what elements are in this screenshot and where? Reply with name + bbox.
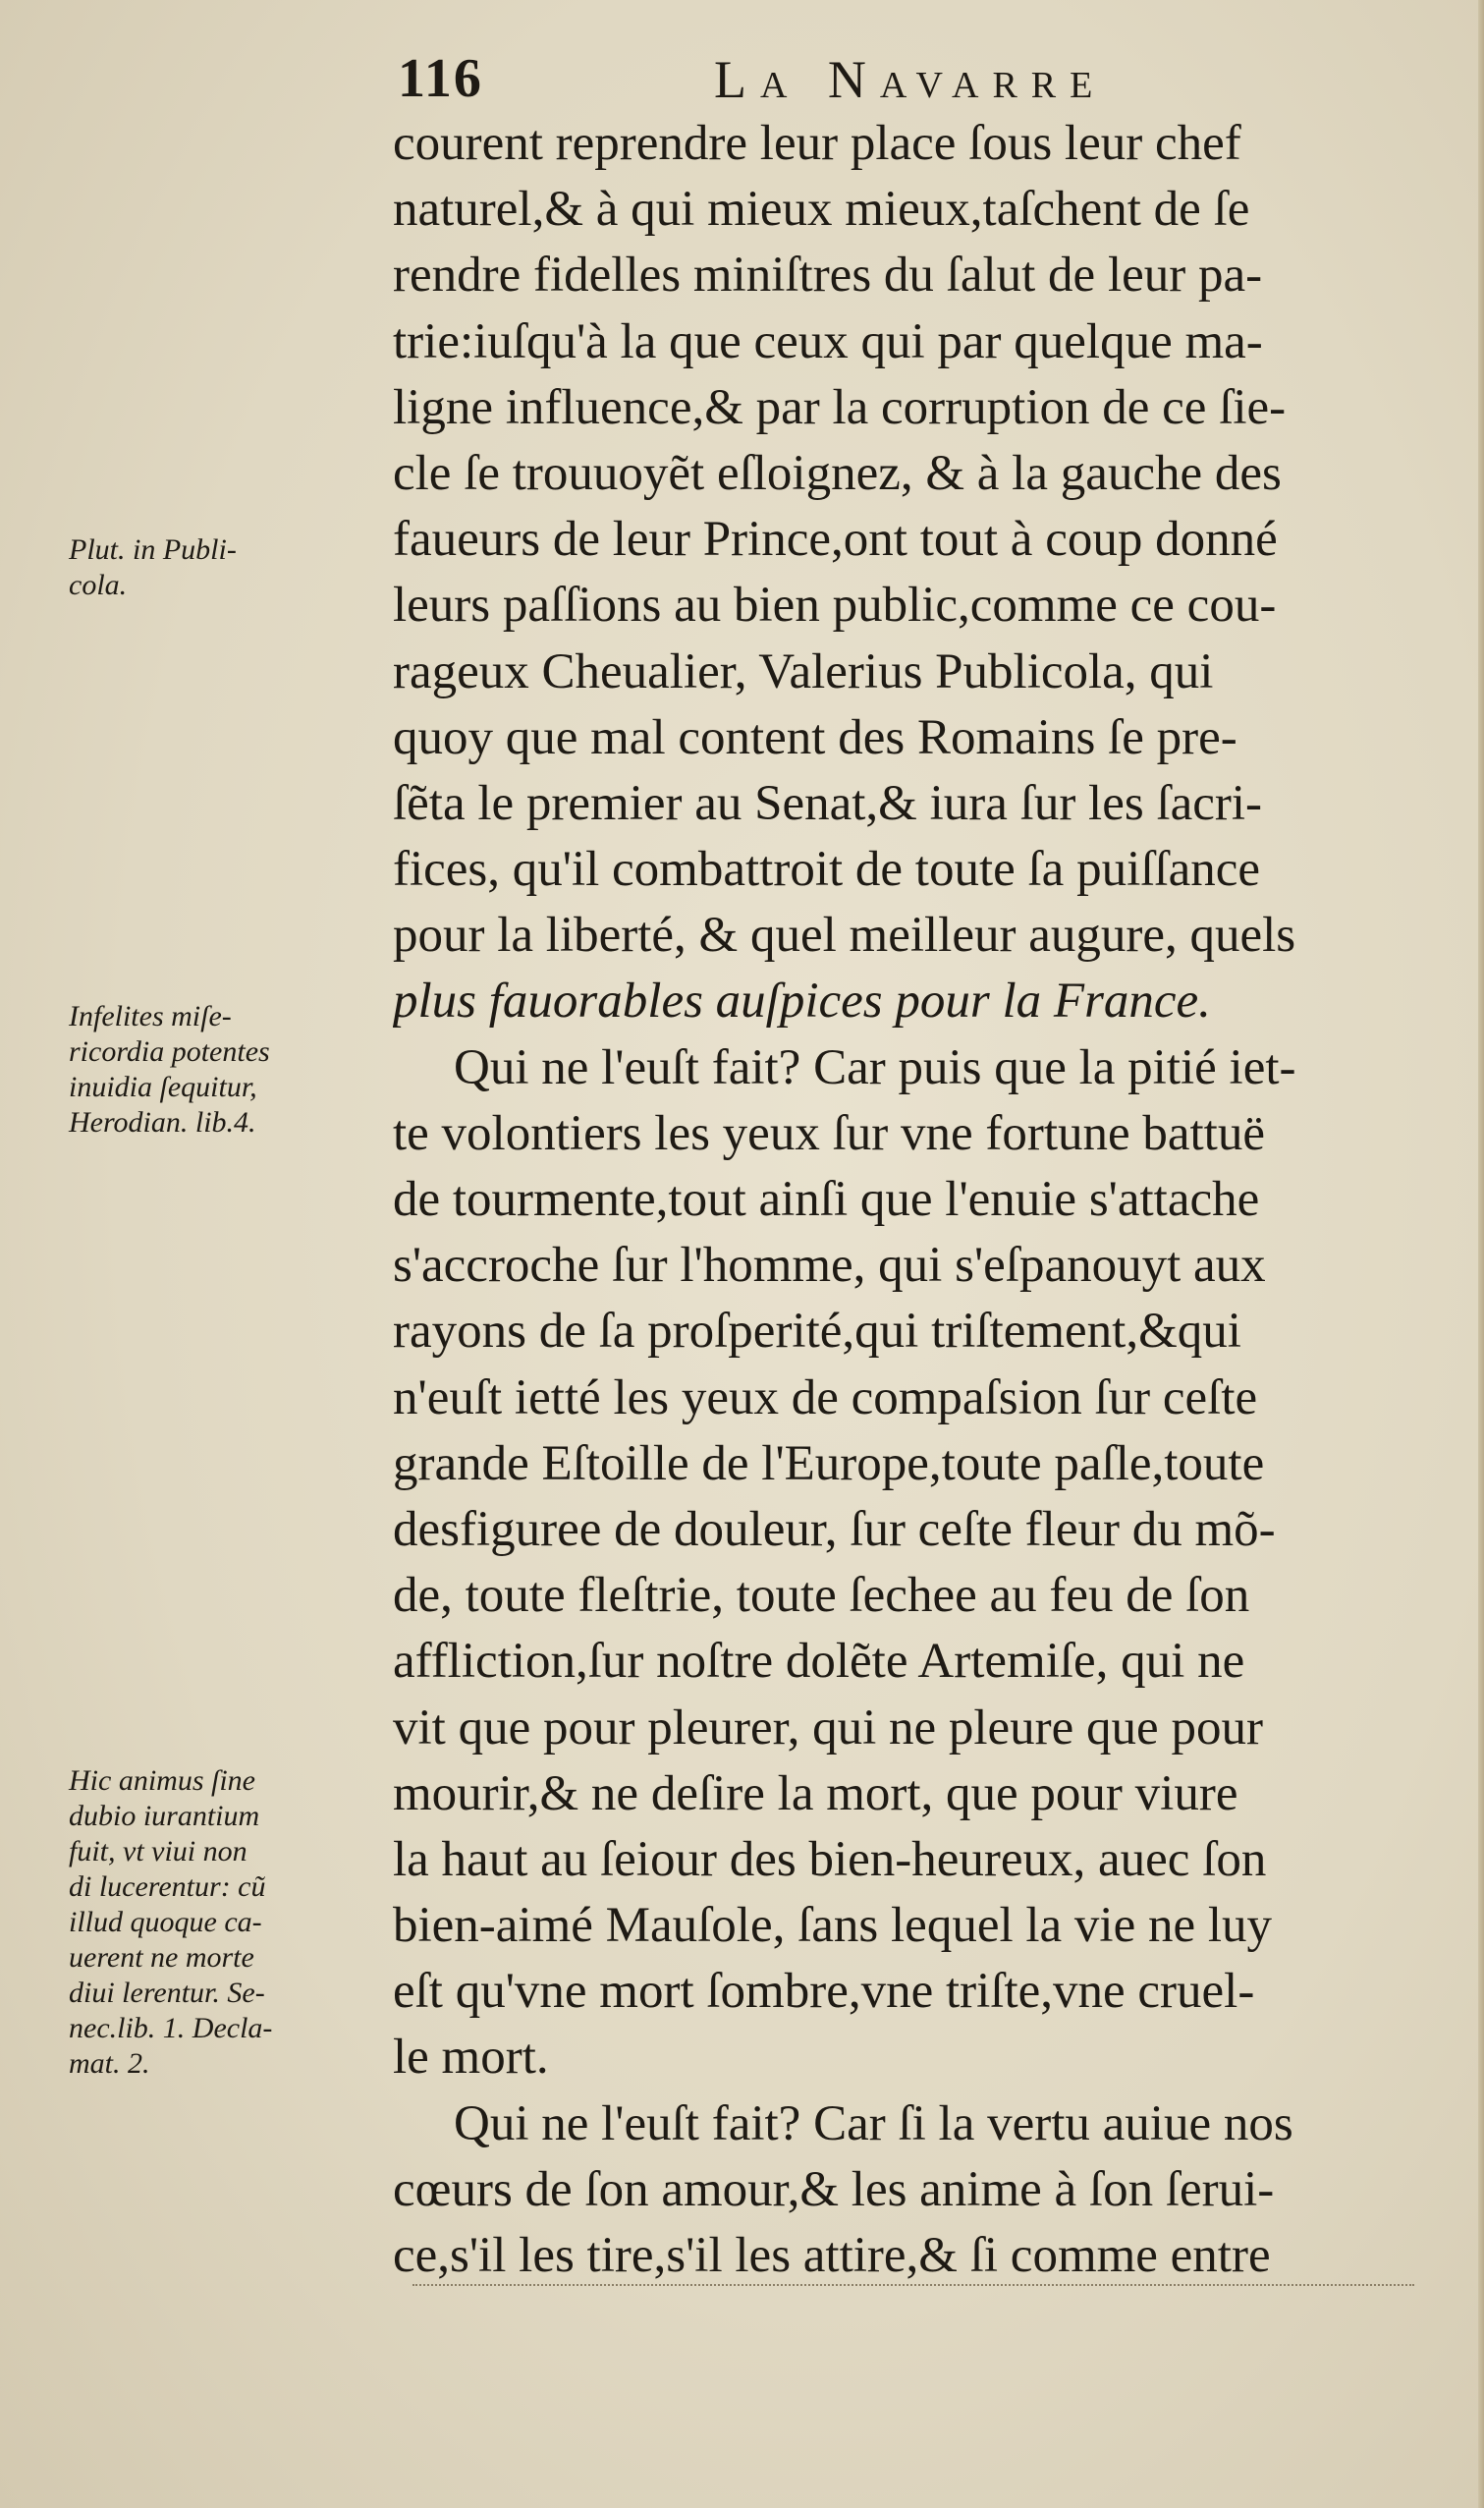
page-edge xyxy=(1478,0,1484,2508)
text-line: rageux Cheualier, Valerius Publicola, qui xyxy=(393,643,1214,699)
text-line: ſẽta le premier au Senat,& iura ſur les ſacri- xyxy=(393,775,1263,831)
margin-note-line: fuit, vt viui non xyxy=(69,1835,247,1867)
margin-note-plutarch xyxy=(69,532,393,603)
margin-note-line: illud quoque ca- xyxy=(69,1906,262,1938)
margin-note-line: dubio iurantium xyxy=(69,1800,260,1832)
text-line: affliction,ſur noſtre dolẽte Artemiſe, qui ne xyxy=(393,1634,1245,1690)
bottom-rule xyxy=(412,2284,1414,2286)
text-line: trie:iuſqu'à la que ceux qui par quelque ma- xyxy=(393,313,1263,369)
text-line: ce,s'il les tire,s'il les attire,& ſi comme entre xyxy=(393,2228,1271,2283)
text-line: eſt qu'vne mort ſombre,vne triſte,vne cruel- xyxy=(393,1964,1255,2020)
margin-note-line: cola. xyxy=(69,569,128,601)
text-line: s'accroche ſur l'homme, qui s'eſpanouyt aux xyxy=(393,1238,1266,1294)
text-line: fices, qu'il combattroit de toute ſa puiſſance xyxy=(393,842,1260,898)
text-line: Qui ne l'euſt fait? Car ſi la vertu auiue nos xyxy=(454,2095,1293,2151)
text-line: vit que pour pleurer, qui ne pleure que pour xyxy=(393,1700,1263,1756)
text-line: faueurs de leur Prince,ont tout à coup donné xyxy=(393,512,1278,568)
text-line: Qui ne l'euſt fait? Car puis que la pitié iet- xyxy=(454,1039,1296,1095)
page-number: 116 xyxy=(398,48,483,109)
text-line: grande Eſtoille de l'Europe,toute paſle,toute xyxy=(393,1435,1265,1491)
text-line: la haut au ſeiour des bien-heureux, auec ſon xyxy=(393,1831,1267,1887)
text-line: rendre fidelles miniſtres du ſalut de leur pa- xyxy=(393,248,1263,304)
margin-note-line: diui lerentur. Se- xyxy=(69,1977,265,2009)
margin-note-line: inuidia ſequitur, xyxy=(69,1071,257,1103)
margin-note-line: ricordia potentes xyxy=(69,1035,270,1068)
running-head xyxy=(398,47,1380,116)
margin-note-line: Hic animus ſine xyxy=(69,1764,255,1797)
running-head-title: La Navarre xyxy=(714,50,1107,109)
text-line: leurs paſſions au bien public,comme ce cou- xyxy=(393,578,1277,634)
margin-note-herodian xyxy=(69,999,393,1141)
text-line: ligne influence,& par la corruption de ce ſie- xyxy=(393,379,1287,435)
text-line: le mort. xyxy=(393,2030,549,2086)
margin-note-line: Plut. in Publi- xyxy=(69,533,237,566)
text-line: cœurs de ſon amour,& les anime à ſon ſerui- xyxy=(393,2161,1275,2217)
margin-note-line: mat. 2. xyxy=(69,2047,150,2080)
margin-note-seneca xyxy=(69,1763,393,2082)
text-line: cle ſe trouuoyẽt eſloignez, & à la gauche des xyxy=(393,445,1282,501)
text-line: n'euſt ietté les yeux de compaſsion ſur ceſte xyxy=(393,1369,1258,1425)
text-line: te volontiers les yeux ſur vne fortune battuë xyxy=(393,1105,1265,1161)
text-line: desfiguree de douleur, ſur ceſte fleur du mõ- xyxy=(393,1501,1276,1557)
text-line: mourir,& ne deſire la mort, que pour viure xyxy=(393,1765,1238,1821)
text-line: bien-aimé Mauſole, ſans lequel la vie ne luy xyxy=(393,1898,1273,1954)
text-line: de tourmente,tout ainſi que l'enuie s'attache xyxy=(393,1172,1260,1227)
text-line: rayons de ſa proſperité,qui triſtement,&qui xyxy=(393,1304,1241,1360)
margin-note-line: di lucerentur: cũ xyxy=(69,1870,266,1903)
body-text xyxy=(393,111,1419,2289)
text-line: quoy que mal content des Romains ſe pre- xyxy=(393,709,1237,765)
text-line: courent reprendre leur place ſous leur chef xyxy=(393,116,1241,171)
margin-note-line: nec.lib. 1. Decla- xyxy=(69,2012,273,2044)
text-line: plus fauorables auſpices pour la France. xyxy=(393,974,1211,1030)
text-line: de, toute fleſtrie, toute ſechee au feu de ſon xyxy=(393,1568,1250,1624)
margin-note-line: Herodian. lib.4. xyxy=(69,1106,256,1139)
text-line: naturel,& à qui mieux mieux,taſchent de ſe xyxy=(393,182,1250,238)
margin-note-line: uerent ne morte xyxy=(69,1941,254,1974)
text-line: pour la liberté, & quel meilleur augure, quels xyxy=(393,908,1296,964)
margin-note-line: Infelites miſe- xyxy=(69,1000,232,1032)
